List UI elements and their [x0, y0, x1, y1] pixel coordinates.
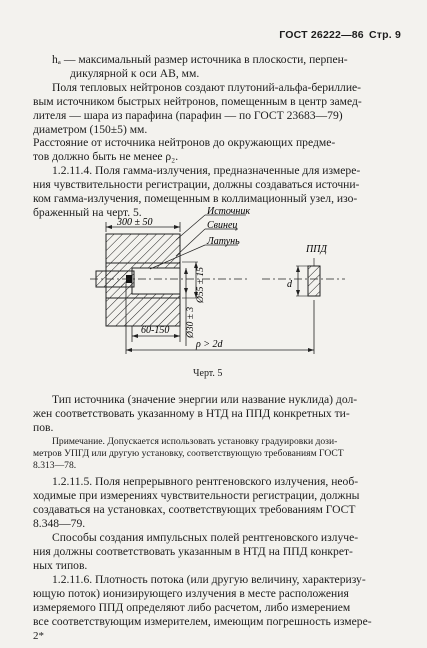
ppd-detector [308, 266, 320, 296]
text-line: ния должны соответствовать указанным в НТД на ППД конкрет- [33, 545, 353, 558]
text-line: ния чувствительности регистрации, должны создаваться источни- [33, 178, 360, 191]
text-line: Способы создания импульсных полей рентгеновского излуче- [52, 531, 359, 544]
dim-300-label: 300 ± 50 [117, 217, 153, 228]
text-line: ком гамма-излучения, помещенным в коллимационный узел, изо- [33, 192, 358, 205]
page-header [279, 29, 401, 41]
standard-number: ГОСТ 26222—86 [279, 29, 364, 41]
footer-mark: 2* [33, 630, 44, 642]
text-line: hₐ — максимальный размер источника в плоскости, перпен- [52, 53, 348, 66]
text-line: 1.2.11.5. Поля непрерывного рентгеновского излучения, необ- [52, 475, 359, 488]
text-line: тов должно быть не менее ρ₂. [33, 150, 179, 163]
text-line: 1.2.11.6. Плотность потока (или другую величину, характеризу- [52, 573, 366, 586]
text-line: пов. [33, 421, 54, 434]
note-line: Примечание. Допускается использовать установку градуировки дози- [52, 436, 338, 447]
text-line: Поля тепловых нейтронов создают плутоний-альфа-бериллие- [52, 81, 362, 94]
label-ppd: ППД [306, 244, 327, 255]
text-line: 8.348—79. [33, 517, 86, 530]
dim-60-150-label: 60-150 [141, 325, 170, 336]
text-line: Тип источника (значение энергии или название нуклида) дол- [52, 393, 358, 406]
lead-block-upper [106, 234, 180, 263]
page-number: Стр. 9 [368, 29, 401, 41]
collimator-figure [0, 205, 427, 380]
text-line: 1.2.11.4. Поля гамма-излучения, предназначенные для измере- [52, 164, 361, 177]
text-line: ных типов. [33, 559, 88, 572]
note-line: метров УПГД или другую установку, соответствующую требованиям ГОСТ [33, 448, 344, 459]
collimator-channel [132, 268, 180, 294]
text-line: ющую поток) ионизирующего излучения в месте расположения [33, 587, 349, 600]
figure-caption: Черт. 5 [193, 368, 223, 379]
text-line: создаваться на установках, соответствующих требованиям ГОСТ [33, 503, 356, 516]
text-line: ходимые при измерениях чувствительности регистрации, должны [33, 489, 360, 502]
dim-d30-label: Ø30 ± 3 [186, 306, 196, 338]
text-line: измеряемого ППД определяют либо расчетом, либо измерением [33, 601, 351, 614]
label-brass: Латунь [207, 236, 240, 247]
text-line: дикулярной к оси AB, мм. [70, 67, 200, 80]
lead-block-lower [106, 298, 180, 326]
text-line: вым источником быстрых нейтронов, помещенным в центр замед- [33, 95, 362, 108]
dim-d55-label: Ø55 ± 15 [196, 267, 206, 303]
text-line: лителя — шара из парафина (парафин — по ГОСТ 23683—79) [33, 109, 343, 122]
text-line: браженный на черт. 5. [33, 206, 142, 219]
note-line: 8.313—78. [33, 460, 77, 471]
text-line: Расстояние от источника нейтронов до окружающих предме- [33, 136, 336, 149]
text-line: все соответствующим измерителем, имеющим погрешность измере- [33, 615, 372, 628]
dim-d-label: d [287, 279, 292, 290]
text-line: жен соответствовать указанному в НТД на ППД конкретных ти- [33, 407, 350, 420]
text-line: диаметром (150±5) мм. [33, 123, 148, 136]
label-lead: Свинец [207, 220, 238, 231]
dim-p-label: ρ > 2d [196, 339, 223, 350]
label-source: Источник [207, 206, 251, 217]
